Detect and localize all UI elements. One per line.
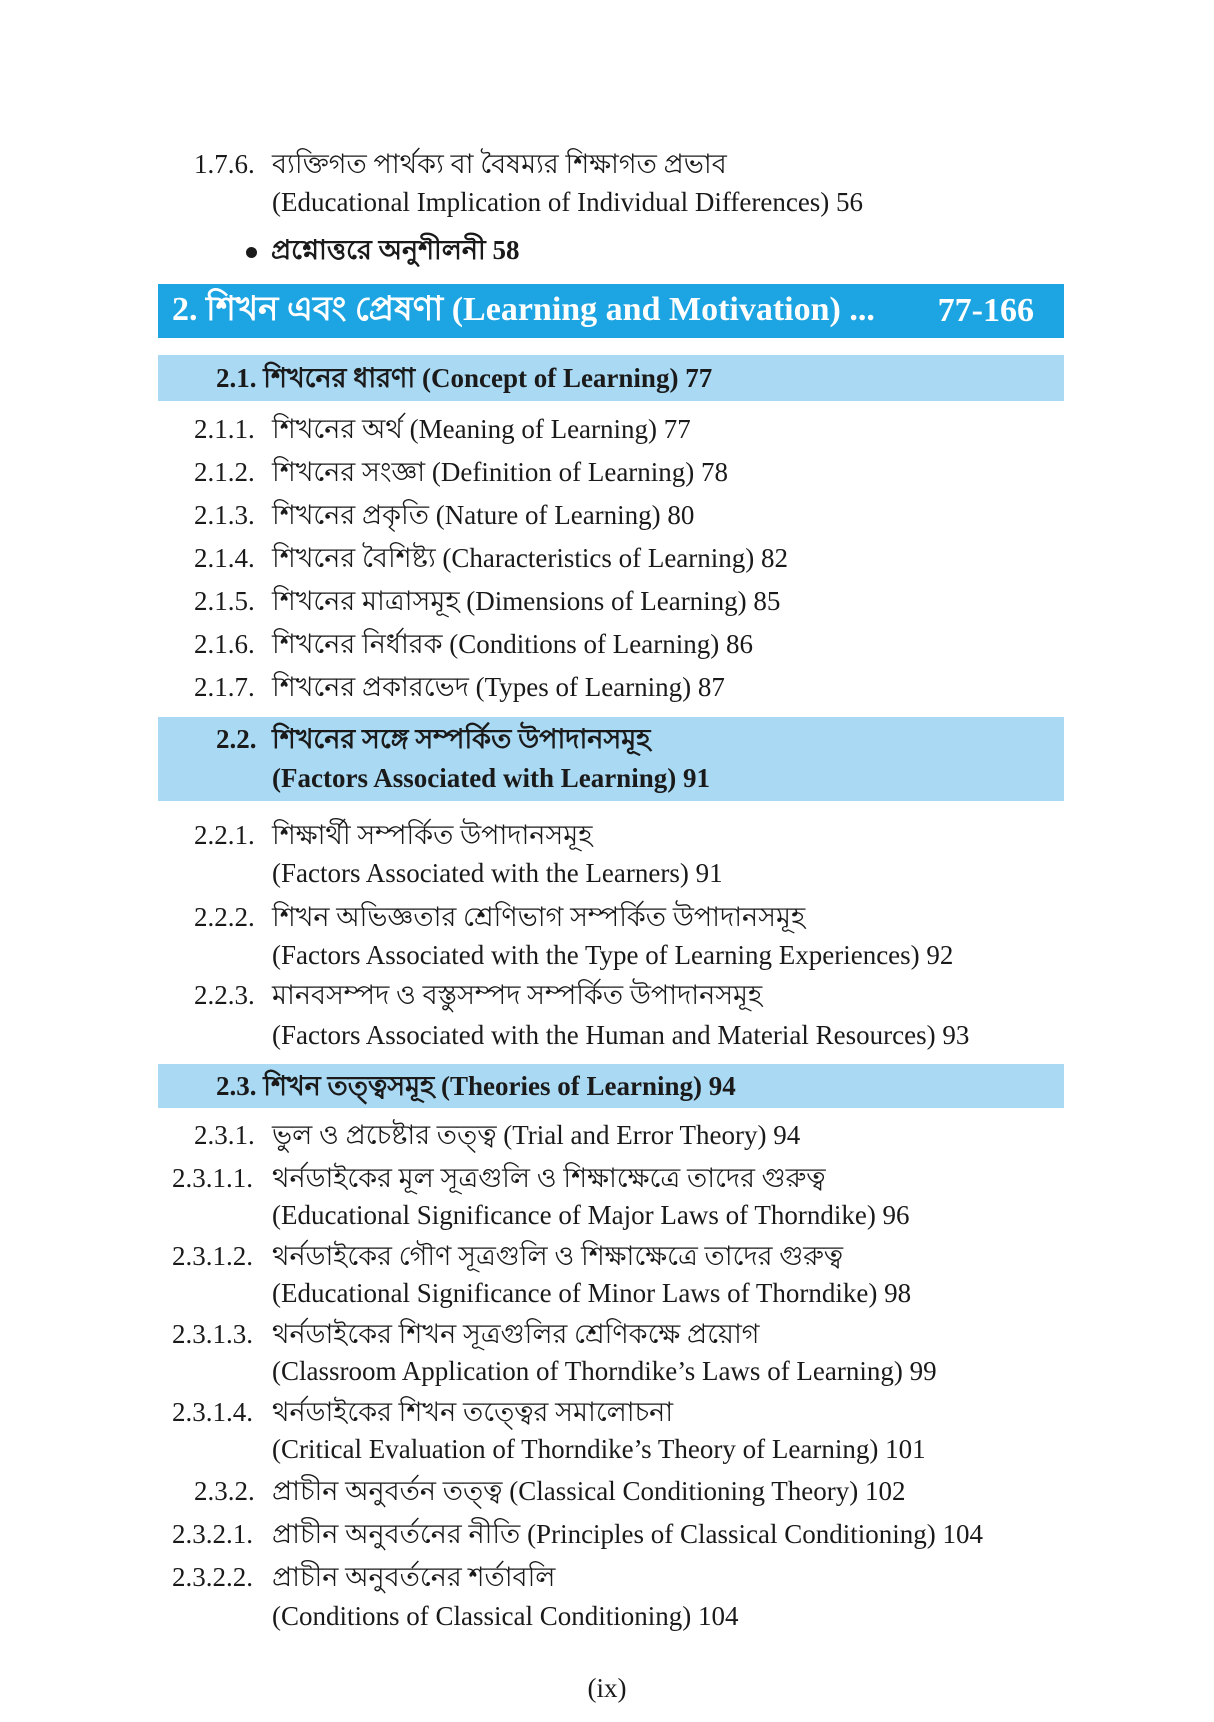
entry-title-bengali: থর্নডাইকের শিখন সূত্রগুলির শ্রেণিকক্ষে প্রয়োগ bbox=[272, 1319, 760, 1349]
entry-title-bengali: থর্নডাইকের গৌণ সূত্রগুলি ও শিক্ষাক্ষেত্রে তাদের গুরুত্ব bbox=[272, 1241, 844, 1271]
entry-title-english: (Factors Associated with the Learners) 91 bbox=[272, 858, 723, 888]
entry-number: 2.3.1.4. bbox=[172, 1397, 253, 1427]
entry-number: 2.1.5. bbox=[194, 586, 255, 616]
entry-number: 2.3.2. bbox=[194, 1476, 255, 1506]
entry-title: শিখনের প্রকারভেদ (Types of Learning) 87 bbox=[272, 672, 725, 702]
entry-title: শিখনের নির্ধারক (Conditions of Learning) 86 bbox=[272, 629, 753, 659]
entry-number: 2.3.1. bbox=[194, 1120, 255, 1150]
entry-number: 2.2.1. bbox=[194, 820, 255, 850]
exercise-bullet-item bbox=[246, 232, 520, 268]
section-heading-2-1 bbox=[158, 355, 1064, 401]
entry-number: 2.3.1.1. bbox=[172, 1163, 253, 1193]
entry-title-english: (Educational Implication of Individual Differences) 56 bbox=[272, 187, 864, 217]
chapter-pages: 77-166 bbox=[937, 292, 1034, 329]
entry-number: 2.2.2. bbox=[194, 902, 255, 932]
entry-number: 2.1.6. bbox=[194, 629, 255, 659]
entry-title-english: (Classroom Application of Thorndike’s Laws of Learning) 99 bbox=[272, 1356, 937, 1386]
page-number: (ix) bbox=[587, 1673, 627, 1703]
entry-title-bengali: থর্নডাইকের শিখন তত্ত্বের সমালোচনা bbox=[272, 1397, 674, 1427]
entry-title-english: (Factors Associated with the Type of Learning Experiences) 92 bbox=[272, 940, 954, 970]
entry-title-english: (Critical Evaluation of Thorndike’s Theory of Learning) 101 bbox=[272, 1434, 926, 1464]
entry-number: 2.3.2.2. bbox=[172, 1562, 253, 1592]
entry-title-english: (Educational Significance of Major Laws of Thorndike) 96 bbox=[272, 1200, 910, 1230]
entry-title-english: (Conditions of Classical Conditioning) 104 bbox=[272, 1601, 739, 1631]
entry-number: 2.2.3. bbox=[194, 980, 255, 1010]
section-title-bengali: শিখনের সঙ্গে সম্পর্কিত উপাদানসমূহ bbox=[272, 724, 651, 754]
entry-number: 2.3.2.1. bbox=[172, 1519, 253, 1549]
entry-number: 2.1.4. bbox=[194, 543, 255, 573]
exercise-label: প্রশ্নোত্তরে অনুশীলনী 58 bbox=[271, 235, 520, 265]
entry-title: শিখনের সংজ্ঞা (Definition of Learning) 78 bbox=[272, 457, 729, 487]
entry-number: 2.3.1.2. bbox=[172, 1241, 253, 1271]
entry-title-bengali: প্রাচীন অনুবর্তনের শর্তাবলি bbox=[272, 1562, 556, 1592]
entry-number: 2.1.2. bbox=[194, 457, 255, 487]
entry-title: শিখনের অর্থ (Meaning of Learning) 77 bbox=[272, 414, 691, 444]
chapter-heading bbox=[158, 284, 1064, 338]
entry-number: 2.1.7. bbox=[194, 672, 255, 702]
entry-title-english: (Educational Significance of Minor Laws of Thorndike) 98 bbox=[272, 1278, 912, 1308]
entry-title: প্রাচীন অনুবর্তনের নীতি (Principles of Classical Conditioning) 104 bbox=[272, 1519, 984, 1549]
entry-number: 2.1.3. bbox=[194, 500, 255, 530]
section-heading-2-2 bbox=[158, 717, 1064, 801]
entry-title-bengali: শিক্ষার্থী সম্পর্কিত উপাদানসমূহ bbox=[272, 820, 593, 850]
section-number: 2.2. bbox=[216, 724, 257, 754]
entry-title: ভুল ও প্রচেষ্টার তত্ত্ব (Trial and Error Theory) 94 bbox=[272, 1120, 801, 1150]
entry-title-bengali: ব্যক্তিগত পার্থক্য বা বৈষম্যর শিক্ষাগত প্রভাব bbox=[272, 149, 727, 179]
bullet-icon bbox=[246, 247, 257, 258]
entry-title: শিখনের প্রকৃতি (Nature of Learning) 80 bbox=[272, 500, 695, 530]
entry-number: 2.1.1. bbox=[194, 414, 255, 444]
section-title: 2.3. শিখন তত্ত্বসমূহ (Theories of Learning) 94 bbox=[216, 1071, 736, 1101]
section-title-english: (Factors Associated with Learning) 91 bbox=[272, 763, 710, 793]
entry-title-bengali: মানবসম্পদ ও বস্তুসম্পদ সম্পর্কিত উপাদানসমূহ bbox=[272, 980, 763, 1010]
entry-title: প্রাচীন অনুবর্তন তত্ত্ব (Classical Conditioning Theory) 102 bbox=[272, 1476, 906, 1506]
entry-title: শিখনের বৈশিষ্ট্য (Characteristics of Learning) 82 bbox=[272, 543, 789, 573]
chapter-title: 2. শিখন এবং প্রেষণা (Learning and Motivation) ... bbox=[172, 290, 875, 328]
entry-title: শিখনের মাত্রাসমূহ (Dimensions of Learning) 85 bbox=[272, 586, 781, 616]
entry-number: 1.7.6. bbox=[194, 149, 255, 179]
entry-title-bengali: থর্নডাইকের মূল সূত্রগুলি ও শিক্ষাক্ষেত্রে তাদের গুরুত্ব bbox=[272, 1163, 826, 1193]
section-title: 2.1. শিখনের ধারণা (Concept of Learning) 77 bbox=[216, 363, 713, 393]
entry-title-english: (Factors Associated with the Human and Material Resources) 93 bbox=[272, 1020, 970, 1050]
entry-number: 2.3.1.3. bbox=[172, 1319, 253, 1349]
section-heading-2-3 bbox=[158, 1064, 1064, 1108]
entry-title-bengali: শিখন অভিজ্ঞতার শ্রেণিভাগ সম্পর্কিত উপাদানসমূহ bbox=[272, 902, 806, 932]
